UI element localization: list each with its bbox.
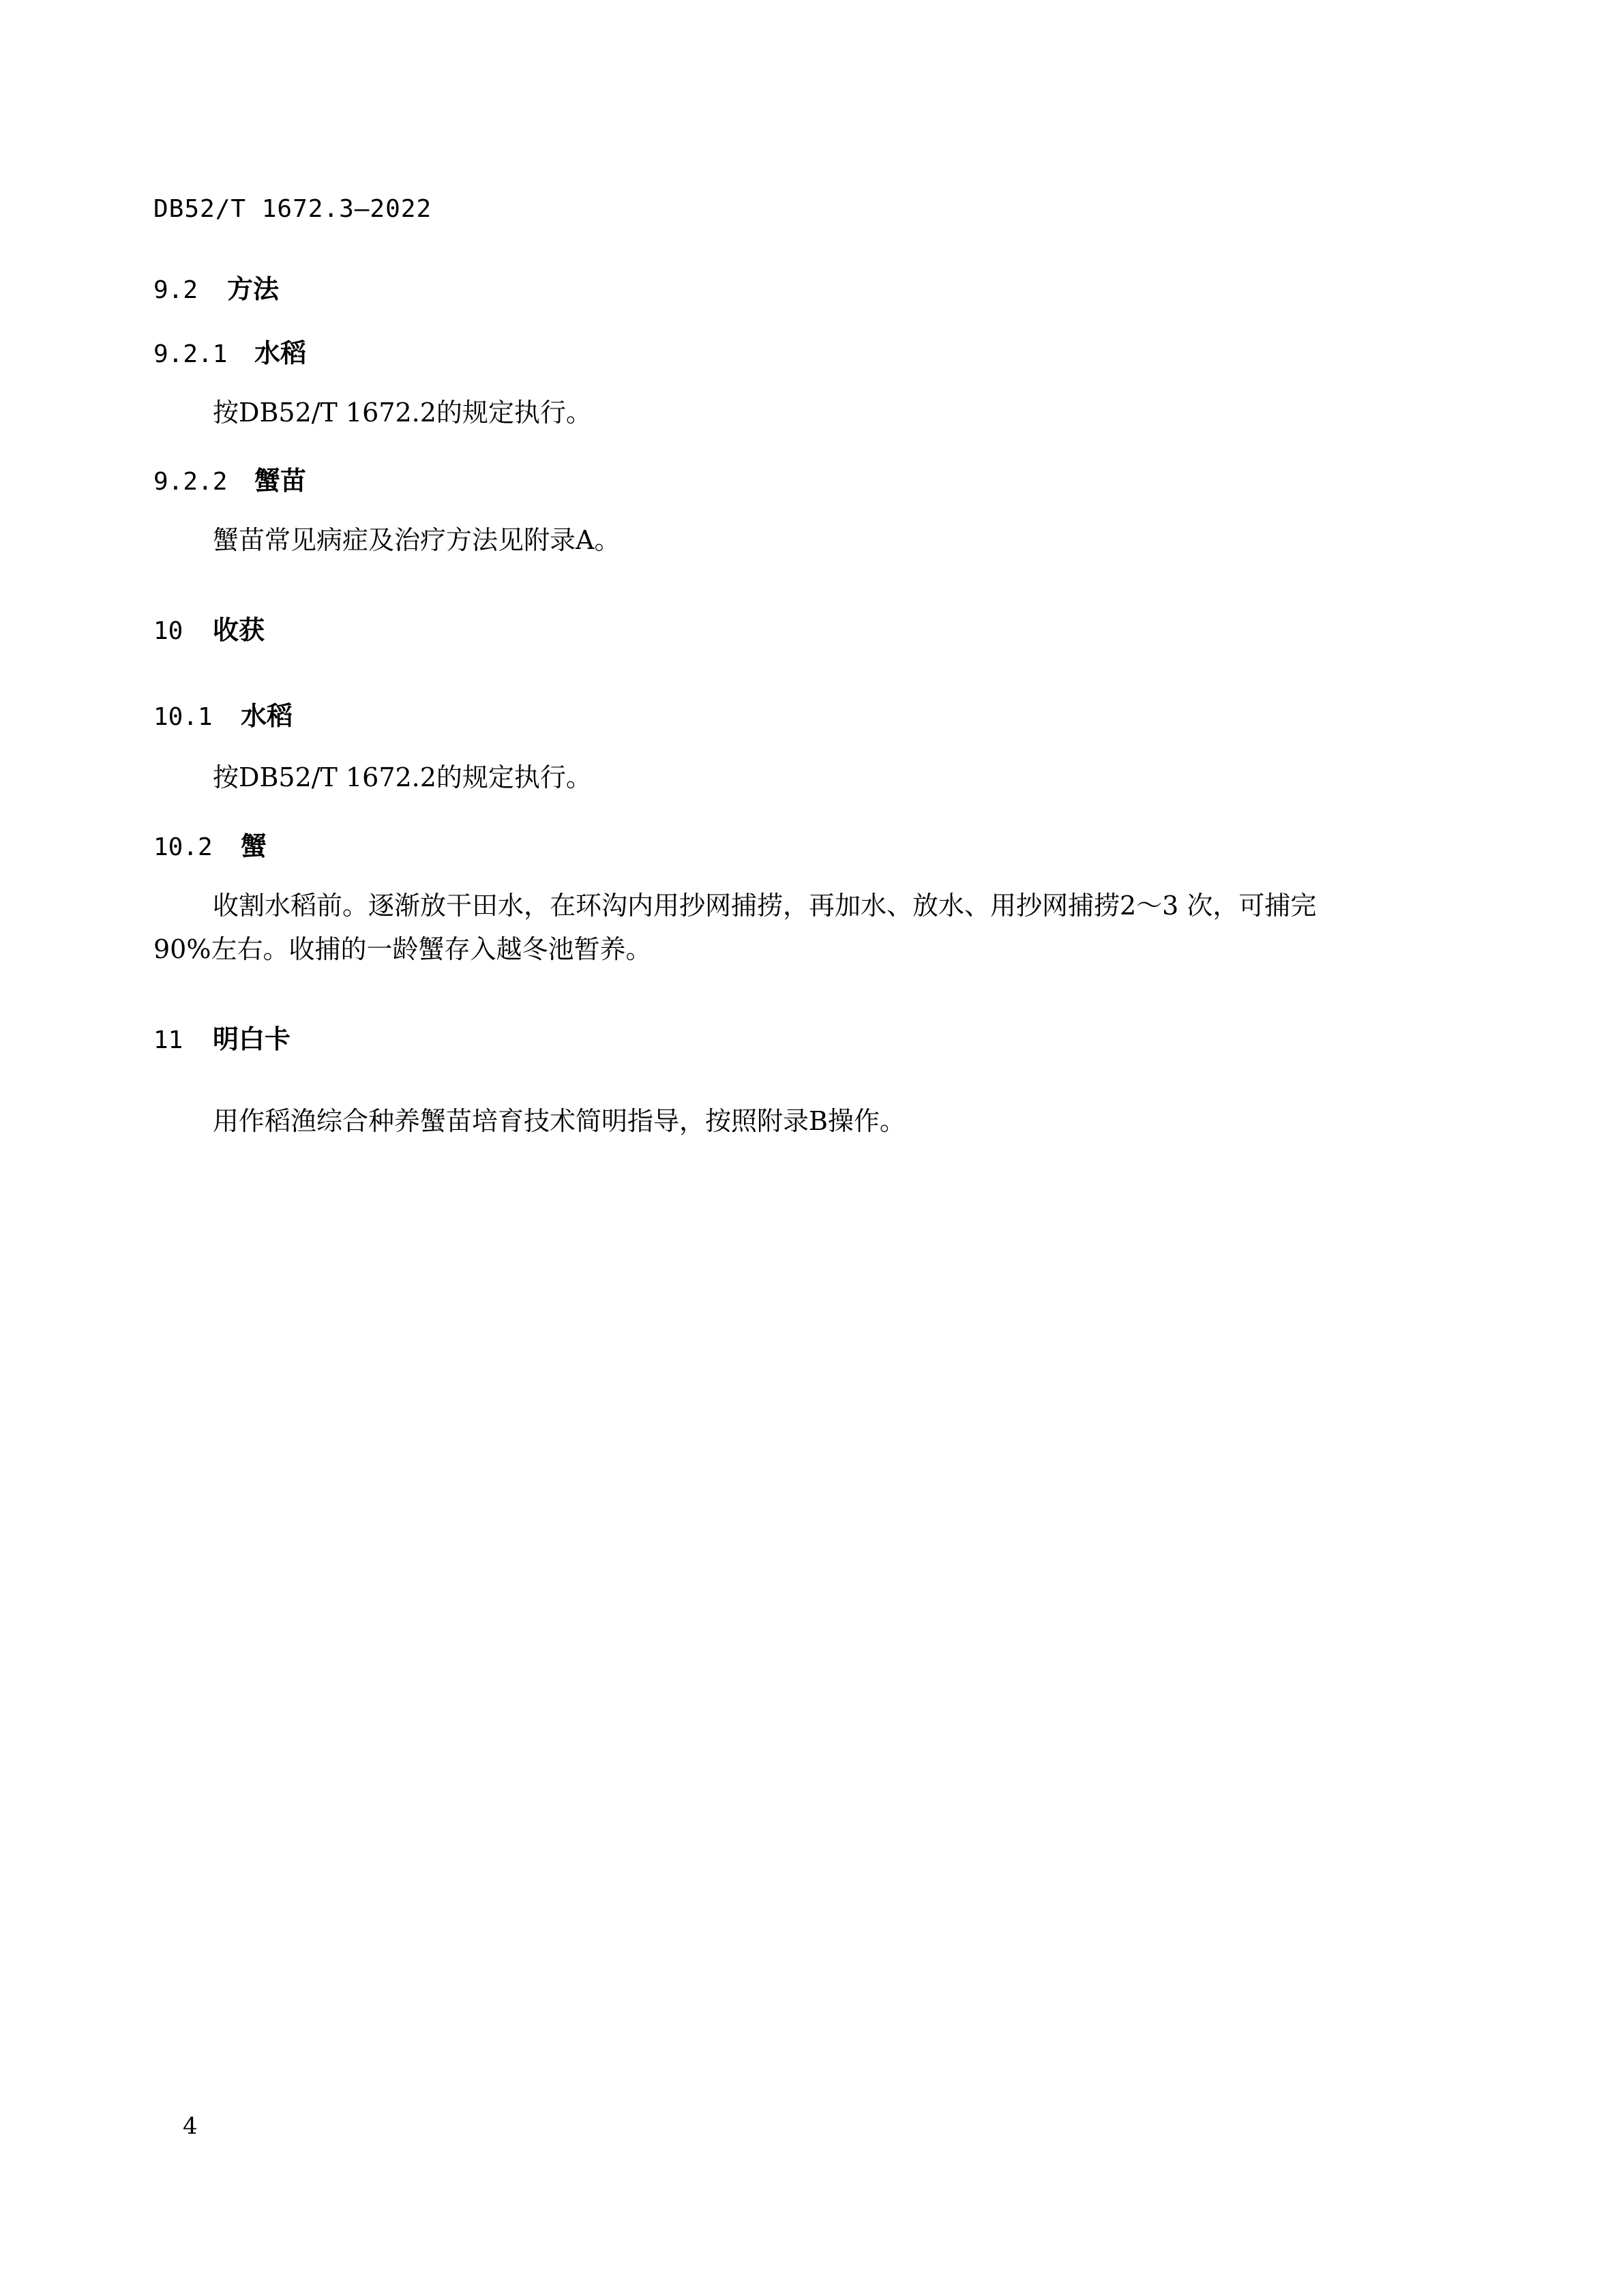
paragraph-9-2-1: 按DB52/T 1672.2的规定执行。 [213, 398, 592, 428]
section-title: 蟹苗 [254, 466, 307, 496]
paragraph-line: 收割水稻前。逐渐放干田水，在环沟内用抄网捕捞，再加水、放水、用抄网捕捞2～3 次，可捕完 [213, 891, 1317, 921]
section-title: 水稻 [241, 701, 293, 731]
section-heading-10-1 [153, 695, 293, 732]
section-title: 水稻 [254, 338, 307, 368]
section-number: 10 [153, 617, 183, 645]
section-number: 11 [153, 1026, 183, 1054]
section-heading-9-2 [153, 268, 279, 305]
paragraph-9-2-2: 蟹苗常见病症及治疗方法见附录A。 [213, 525, 621, 555]
section-heading-9-2-1 [153, 332, 306, 370]
section-number: 9.2.1 [153, 340, 228, 368]
section-heading-10-2 [153, 825, 267, 863]
document-id-header: DB52/T 1672.3—2022 [153, 195, 432, 223]
section-number: 9.2.2 [153, 468, 228, 496]
paragraph-line: 90%左右。收捕的一龄蟹存入越冬池暂养。 [153, 934, 652, 964]
section-title: 方法 [227, 274, 280, 304]
paragraph-10-1: 按DB52/T 1672.2的规定执行。 [213, 762, 592, 792]
section-title: 蟹 [241, 831, 267, 861]
section-heading-9-2-2 [153, 460, 306, 497]
section-title: 明白卡 [213, 1024, 291, 1054]
section-heading-11 [153, 1018, 291, 1056]
section-title: 收获 [213, 615, 265, 645]
paragraph-11: 用作稻渔综合种养蟹苗培育技术简明指导，按照附录B操作。 [213, 1106, 906, 1136]
section-number: 10.1 [153, 703, 213, 731]
page-number: 4 [183, 2113, 198, 2140]
section-heading-10 [153, 609, 265, 646]
paragraph-10-2 [153, 884, 1473, 971]
section-number: 10.2 [153, 833, 213, 861]
section-number: 9.2 [153, 276, 198, 304]
